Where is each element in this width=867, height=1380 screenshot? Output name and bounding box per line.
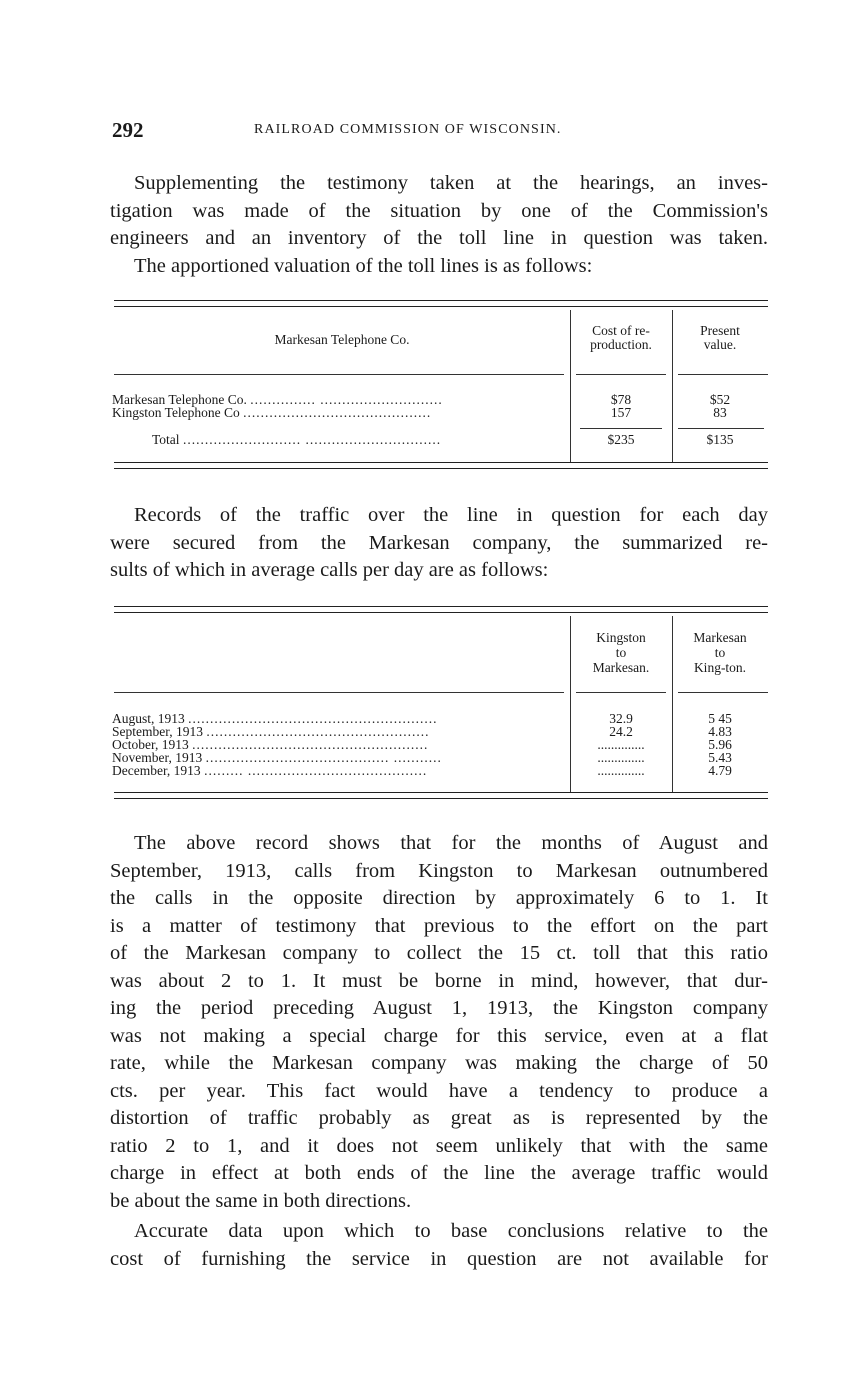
text-line: were secured from the Markesan company, the summarized re- bbox=[110, 531, 768, 554]
row-label: Kingston Telephone Co bbox=[112, 405, 240, 420]
leader-dots: .......................................... ........... bbox=[205, 750, 442, 765]
header-line: Kingston bbox=[596, 630, 646, 645]
column-header-present bbox=[672, 324, 768, 352]
row-label: October, 1913 bbox=[112, 737, 189, 752]
header-line: King-ton. bbox=[693, 660, 747, 675]
header-line: production. bbox=[590, 337, 652, 352]
header-rule bbox=[114, 374, 564, 375]
leader-dots: ........................... ............................... bbox=[182, 432, 442, 447]
table-row-label bbox=[112, 764, 427, 778]
table-cell: $52 bbox=[709, 392, 731, 407]
text-line: tigation was made of the situation by one of the Commission's bbox=[110, 199, 768, 222]
row-label: November, 1913 bbox=[112, 750, 203, 765]
paragraph-records bbox=[110, 502, 768, 585]
text-line: The above record shows that for the months of August and bbox=[134, 832, 768, 854]
table-cell: 32.9 bbox=[609, 711, 633, 726]
text-line: distortion of traffic probably as great as is represented by the bbox=[110, 1107, 768, 1129]
text-line: Records of the traffic over the line in question for each day bbox=[134, 504, 768, 526]
page-header bbox=[110, 118, 770, 142]
table-bottom-rule bbox=[114, 792, 768, 799]
row-label: Markesan Telephone Co. bbox=[112, 392, 247, 407]
row-label: Total bbox=[152, 432, 180, 447]
text-line: ratio 2 to 1, and it does not seem unlikely that with the same bbox=[110, 1134, 768, 1157]
row-label: August, 1913 bbox=[112, 711, 185, 726]
header-line: Markesan bbox=[693, 630, 747, 645]
text-line: Supplementing the testimony taken at the hearings, an inves- bbox=[134, 172, 768, 194]
table-cell: 24.2 bbox=[609, 724, 633, 739]
table-cell: $235 bbox=[607, 432, 635, 447]
header-line: Markesan. bbox=[592, 660, 650, 675]
header-line: Cost of re- bbox=[592, 323, 650, 338]
column-header-markesan bbox=[672, 630, 768, 675]
text-line: cost of furnishing the service in question are not available for bbox=[110, 1247, 768, 1270]
header-rule bbox=[576, 692, 666, 693]
table-cell: .............. bbox=[597, 737, 645, 752]
header-line: value. bbox=[703, 337, 737, 352]
leader-dots: ................................................... bbox=[206, 724, 430, 739]
text-line: September, 1913, calls from Kingston to Markesan outnumbered bbox=[110, 859, 768, 882]
header-line: Present bbox=[700, 323, 740, 338]
paragraph-intro bbox=[110, 170, 768, 280]
table-bottom-rule bbox=[114, 462, 768, 469]
text-line: was about 2 to 1. It must be borne in mind, however, that dur- bbox=[110, 969, 768, 992]
table-cell: .............. bbox=[597, 750, 645, 765]
table-cell: 5.96 bbox=[708, 737, 732, 752]
column-header-cost bbox=[570, 324, 672, 352]
table-total-label bbox=[152, 433, 441, 447]
text-line: rate, while the Markesan company was making the charge of 50 bbox=[110, 1052, 768, 1074]
paragraph-data bbox=[110, 1218, 768, 1273]
text-line: is a matter of testimony that previous to the effort on the part bbox=[110, 914, 768, 937]
table-cell: 4.83 bbox=[708, 724, 732, 739]
table-cell: 157 bbox=[610, 405, 632, 420]
total-rule bbox=[580, 428, 662, 429]
table-top-rule bbox=[114, 300, 768, 307]
column-header-kingston bbox=[570, 630, 672, 675]
page-number: 292 bbox=[112, 118, 144, 142]
text-line: ing the period preceding August 1, 1913, the Kingston company bbox=[110, 997, 768, 1019]
text-line: sults of which in average calls per day are as follows: bbox=[110, 559, 549, 581]
text-line: be about the same in both directions. bbox=[110, 1189, 412, 1212]
table-row-label bbox=[112, 406, 431, 420]
header-line: to bbox=[615, 645, 627, 660]
table-cell: 5 45 bbox=[708, 711, 732, 726]
text-line: Accurate data upon which to base conclusions relative to the bbox=[134, 1220, 768, 1242]
header-rule bbox=[678, 692, 768, 693]
leader-dots: ......................................................... bbox=[188, 711, 438, 726]
leader-dots: ......... ......................................... bbox=[204, 763, 428, 778]
table-cell: $135 bbox=[706, 432, 734, 447]
text-line: The apportioned valuation of the toll lines is as follows: bbox=[134, 254, 593, 277]
leader-dots: ........................................... bbox=[243, 405, 432, 420]
table-cell: $78 bbox=[610, 392, 632, 407]
header-rule bbox=[678, 374, 768, 375]
table-header-label: Markesan Telephone Co. bbox=[274, 332, 410, 347]
running-title: RAILROAD COMMISSION OF WISCONSIN. bbox=[254, 122, 562, 137]
row-label: December, 1913 bbox=[112, 763, 201, 778]
table-cell: 5.43 bbox=[708, 750, 732, 765]
text-line: the calls in the opposite direction by approximately 6 to 1. It bbox=[110, 887, 768, 909]
leader-dots: ...................................................... bbox=[192, 737, 429, 752]
text-line: charge in effect at both ends of the line the average traffic would bbox=[110, 1162, 768, 1184]
text-line: of the Markesan company to collect the 15 ct. toll that this ratio bbox=[110, 942, 768, 964]
table-cell: .............. bbox=[597, 763, 645, 778]
paragraph-analysis bbox=[110, 830, 768, 1215]
text-line: cts. per year. This fact would have a tendency to produce a bbox=[110, 1079, 768, 1102]
table-cell: 4.79 bbox=[708, 763, 732, 778]
table-top-rule bbox=[114, 606, 768, 613]
header-rule bbox=[576, 374, 666, 375]
traffic-table bbox=[114, 606, 768, 806]
row-label: September, 1913 bbox=[112, 724, 203, 739]
total-rule bbox=[678, 428, 764, 429]
valuation-table bbox=[114, 300, 768, 475]
table-cell: 83 bbox=[713, 405, 727, 420]
header-rule bbox=[114, 692, 564, 693]
text-line: engineers and an inventory of the toll line in question was taken. bbox=[110, 227, 768, 249]
leader-dots: ............... ............................ bbox=[250, 392, 443, 407]
text-line: was not making a special charge for this service, even at a flat bbox=[110, 1024, 768, 1047]
header-line: to bbox=[714, 645, 726, 660]
